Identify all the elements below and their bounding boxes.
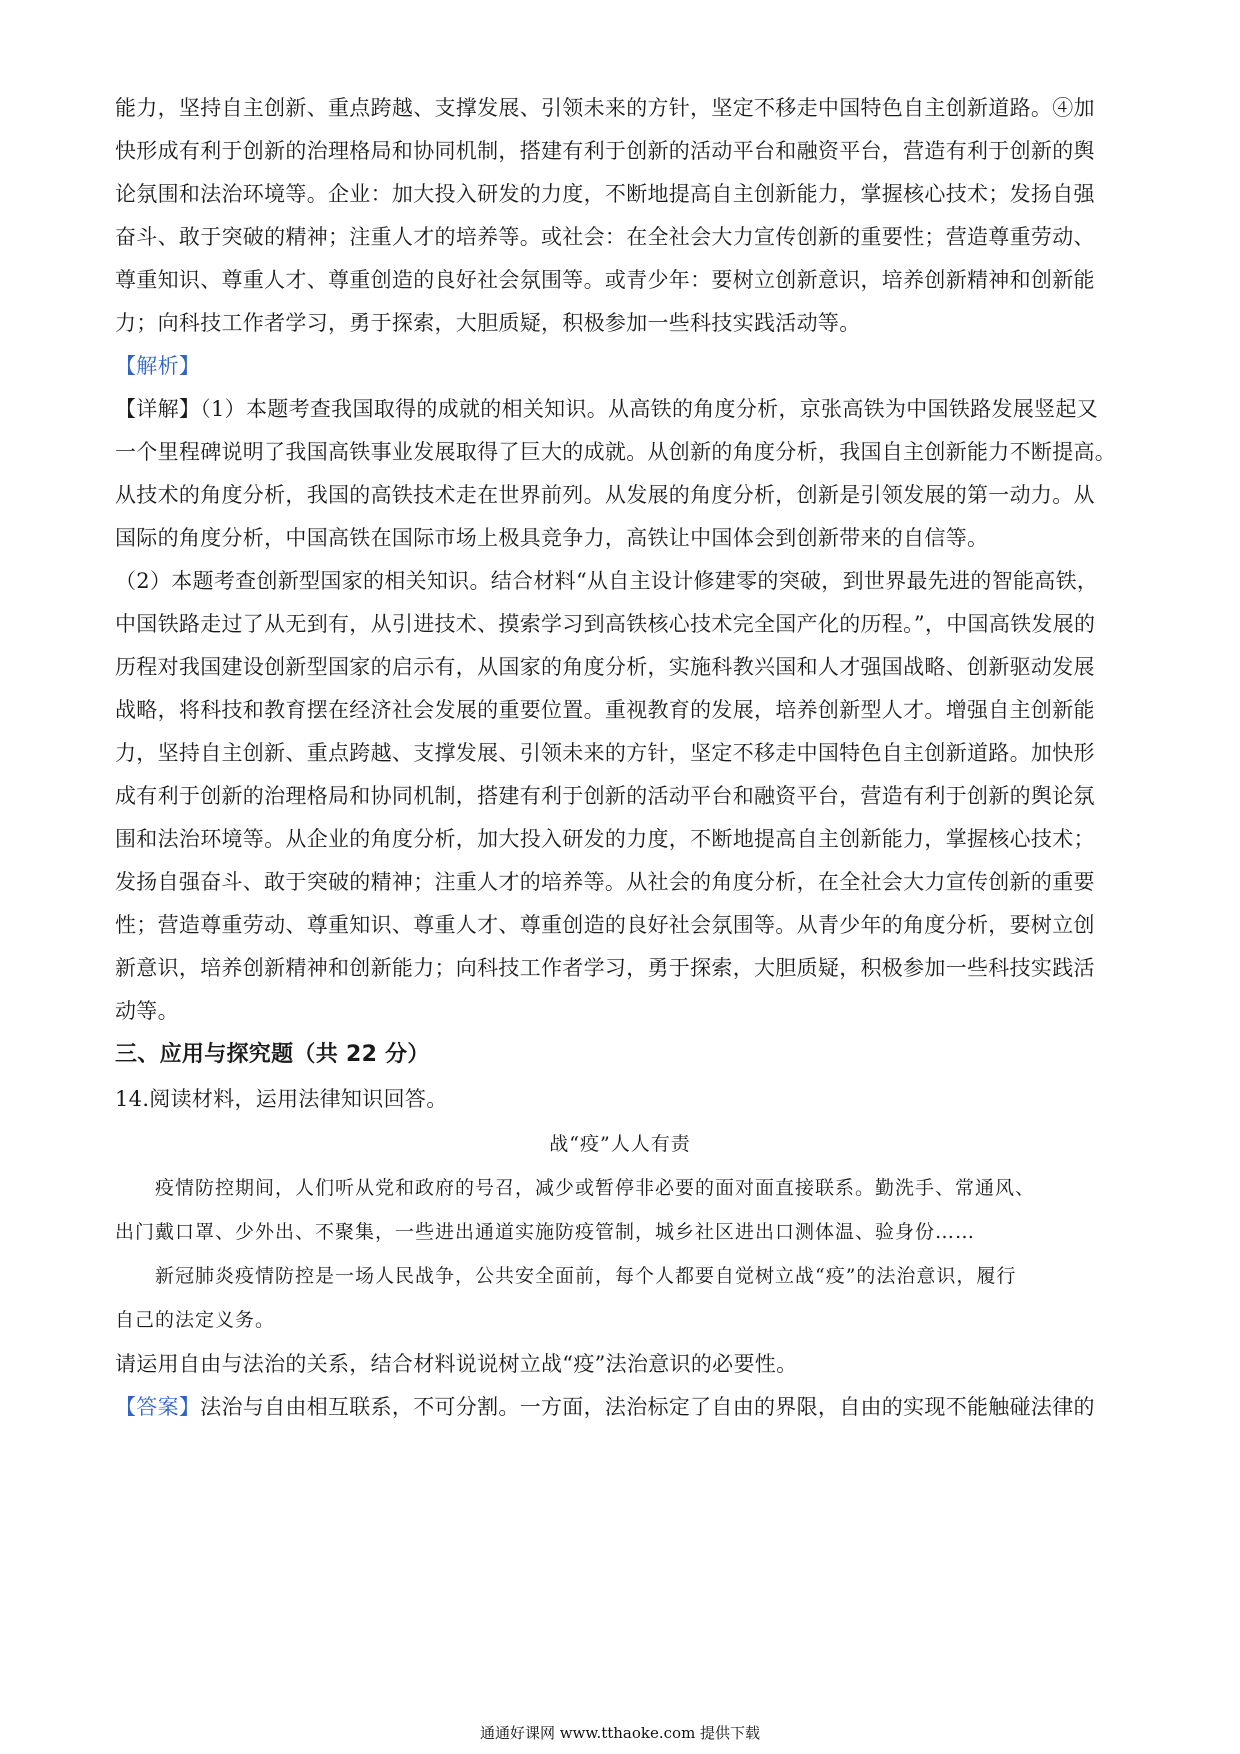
detail-line: 力，坚持自主创新、重点跨越、支撑发展、引领未来的方针，坚定不移走中国特色自主创新道路。加快形 <box>115 741 1095 765</box>
answer-continued-line: 快形成有利于创新的治理格局和协同机制，搭建有利于创新的活动平台和融资平台，营造有利于创新的舆 <box>115 139 1095 163</box>
question-text: 14.阅读材料，运用法律知识回答。 <box>115 1087 448 1111</box>
detail-line: 一个里程碑说明了我国高铁事业发展取得了巨大的成就。从创新的角度分析，我国自主创新能力不断提高。 <box>115 440 1117 464</box>
detail-tag: 【详解】 <box>115 397 201 421</box>
material-title: 战“疫”人人有责 <box>549 1133 691 1155</box>
footer-watermark: 通通好课网 www.tthaoke.com 提供下载 <box>479 1724 761 1742</box>
detail-line: 性；营造尊重劳动、尊重知识、尊重人才、尊重创造的良好社会氛围等。从青少年的角度分析，要树立创 <box>115 913 1095 937</box>
answer-continued-line: 力；向科技工作者学习，勇于探索，大胆质疑，积极参加一些科技实践活动等。 <box>115 311 861 335</box>
detail-line: 历程对我国建设创新型国家的启示有，从国家的角度分析，实施科教兴国和人才强国战略、创新驱动发展 <box>115 655 1095 679</box>
detail-line: 成有利于创新的治理格局和协同机制，搭建有利于创新的活动平台和融资平台，营造有利于创新的舆论氛 <box>115 784 1095 808</box>
detail-text: （1）本题考查我国取得的成就的相关知识。从高铁的角度分析，京张高铁为中国铁路发展竖起又 <box>200 397 1098 421</box>
detail-line: 发扬自强奋斗、敢于突破的精神；注重人才的培养等。从社会的角度分析，在全社会大力宣传创新的重要 <box>115 870 1095 894</box>
answer-continued-line: 奋斗、敢于突破的精神；注重人才的培养等。或社会：在全社会大力宣传创新的重要性；营造尊重劳动、 <box>115 225 1095 249</box>
detail-line: 围和法治环境等。从企业的角度分析，加大投入研发的力度，不断地提高自主创新能力，掌握核心技术； <box>115 827 1095 851</box>
material-line: 出门戴口罩、少外出、不聚集，一些进出通道实施防疫管制，城乡社区进出口测体温、验身份…… <box>115 1221 976 1243</box>
detail-line: 国际的角度分析，中国高铁在国际市场上极具竞争力，高铁让中国体会到创新带来的自信等。 <box>115 526 989 550</box>
answer-continued-line: 论氛围和法治环境等。企业：加大投入研发的力度，不断地提高自主创新能力，掌握核心技术；发扬自强 <box>115 182 1095 206</box>
detail-line: 新意识，培养创新精神和创新能力；向科技工作者学习，勇于探索，大胆质疑，积极参加一些科技实践活 <box>115 956 1095 980</box>
material-line: 自己的法定义务。 <box>115 1309 276 1331</box>
material-line: 疫情防控期间，人们听从党和政府的号召，减少或暂停非必要的面对面直接联系。勤洗手、常通风、 <box>115 1177 1036 1199</box>
detail-first-line <box>115 395 1125 423</box>
detail-line: 动等。 <box>115 999 179 1023</box>
material-line: 新冠肺炎疫情防控是一场人民战争，公共安全面前，每个人都要自觉树立战“疫”的法治意识，履行 <box>115 1265 1017 1287</box>
detail-line: （2）本题考查创新型国家的相关知识。结合材料“从自主设计修建零的突破，到世界最先进的智能高铁， <box>115 569 1099 593</box>
question-prompt: 请运用自由与法治的关系，结合材料说说树立战“疫”法治意识的必要性。 <box>115 1352 798 1376</box>
answer-continued-line: 能力，坚持自主创新、重点跨越、支撑发展、引领未来的方针，坚定不移走中国特色自主创新道路。④加 <box>115 96 1095 120</box>
answer-tag: 【答案】 <box>115 1395 201 1419</box>
detail-line: 战略，将科技和教育摆在经济社会发展的重要位置。重视教育的发展，培养创新型人才。增强自主创新能 <box>115 698 1095 722</box>
answer-line <box>115 1393 1125 1421</box>
answer-continued-line: 尊重知识、尊重人才、尊重创造的良好社会氛围等。或青少年：要树立创新意识，培养创新精神和创新能 <box>115 268 1095 292</box>
analysis-tag: 【解析】 <box>115 354 201 378</box>
answer-text: 法治与自由相互联系，不可分割。一方面，法治标定了自由的界限，自由的实现不能触碰法律的 <box>200 1395 1095 1419</box>
detail-line: 从技术的角度分析，我国的高铁技术走在世界前列。从发展的角度分析，创新是引领发展的第一动力。从 <box>115 483 1095 507</box>
detail-line: 中国铁路走过了从无到有，从引进技术、摸索学习到高铁核心技术完全国产化的历程。”，中国高铁发展的 <box>115 612 1096 636</box>
section-title: 三、应用与探究题（共 22 分） <box>115 1042 430 1067</box>
